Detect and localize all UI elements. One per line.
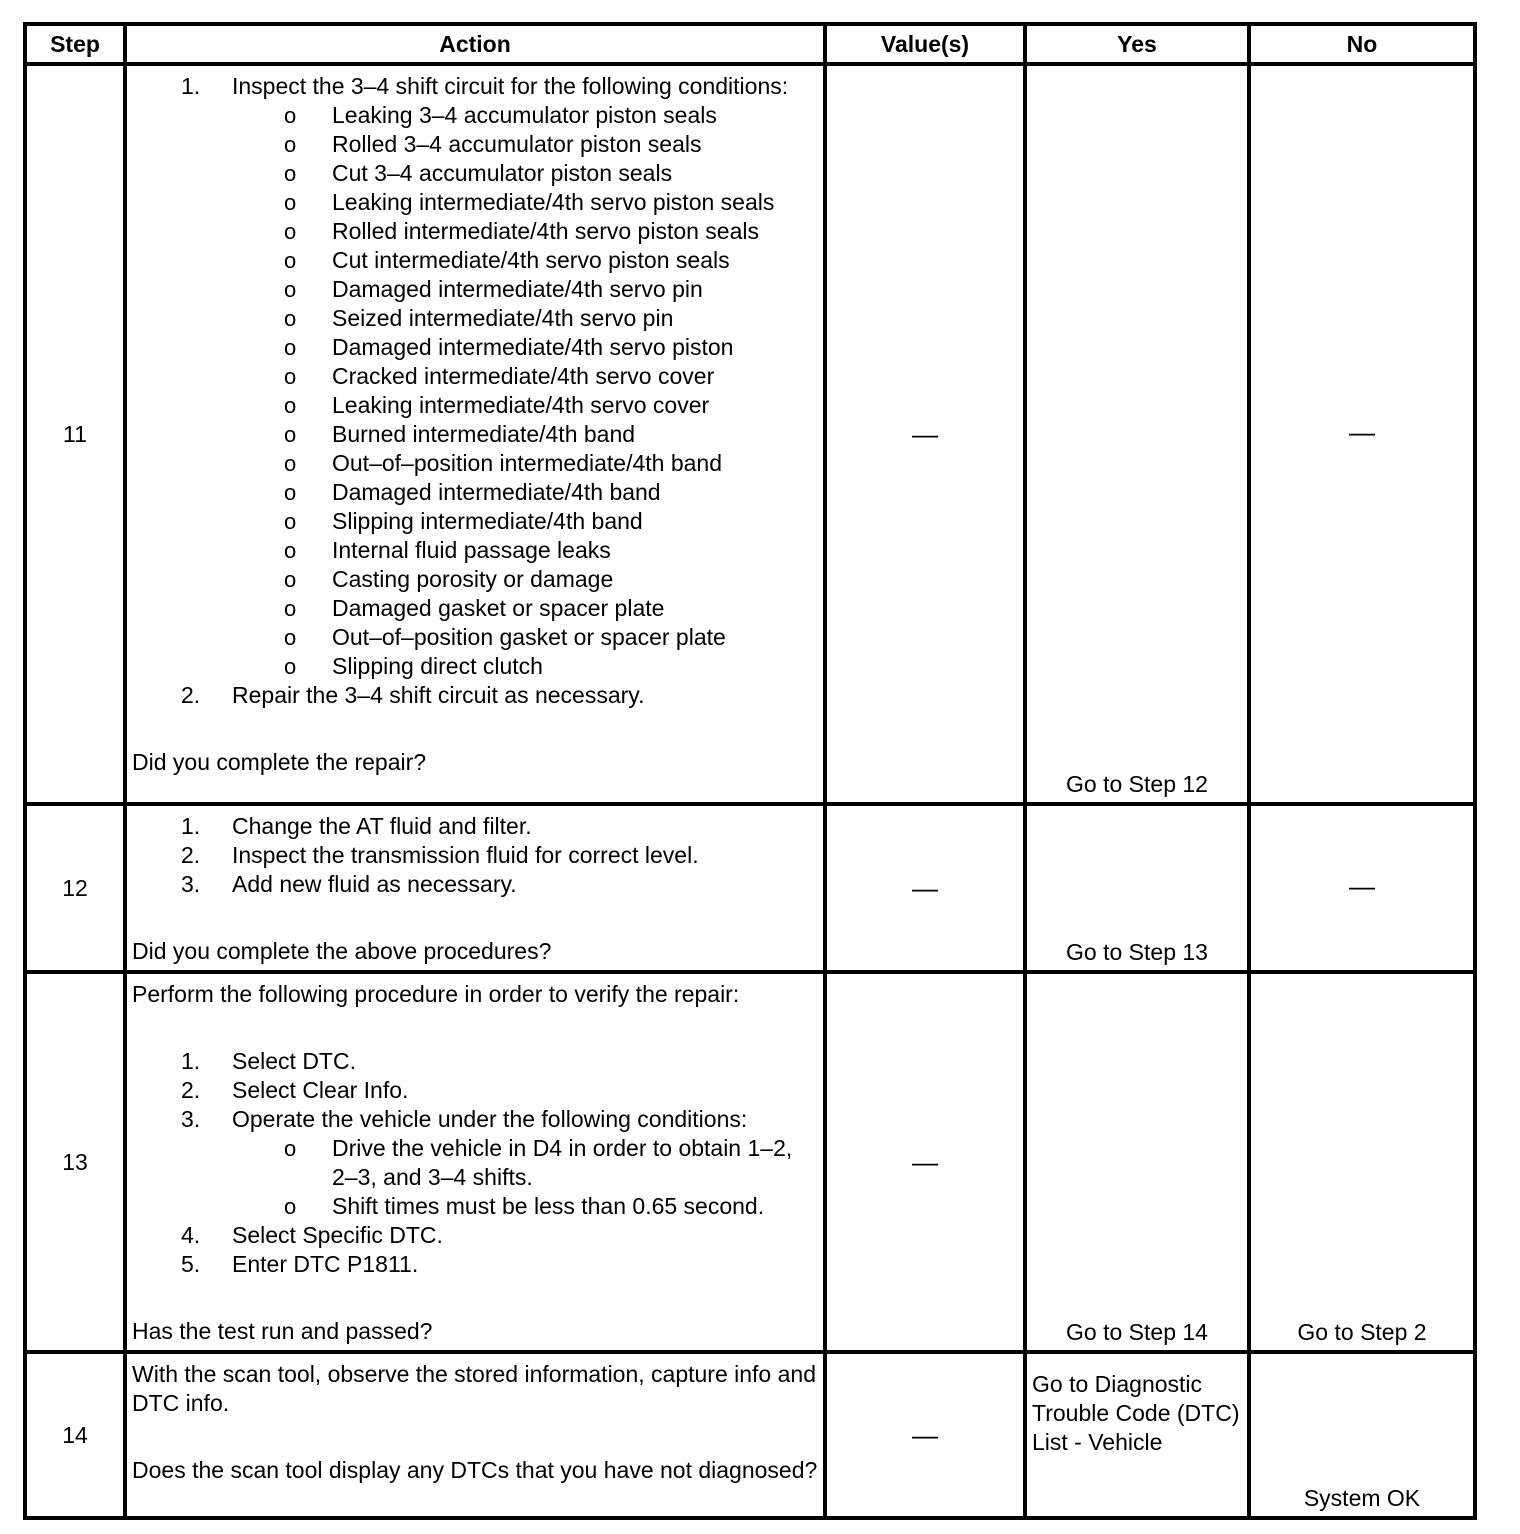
list-item: [132, 870, 819, 899]
yes-cell: Go to Diagnostic Trouble Code (DTC) List - Vehicle: [1025, 1352, 1249, 1518]
list-text: Select Clear Info.: [232, 1077, 409, 1103]
condition-item: [232, 159, 819, 188]
bullet-icon: o: [284, 509, 297, 534]
no-cell: —: [1249, 64, 1475, 804]
list-text: Inspect the 3–4 shift circuit for the following conditions:: [232, 73, 789, 99]
condition-item: [232, 275, 819, 304]
condition-text: Damaged gasket or spacer plate: [332, 595, 665, 621]
condition-item: [232, 536, 819, 565]
table-row: [25, 64, 1475, 804]
list-text: Add new fluid as necessary.: [232, 871, 517, 897]
condition-item: [232, 420, 819, 449]
list-item: [132, 72, 819, 681]
list-item: [132, 1221, 819, 1250]
condition-item: [232, 246, 819, 275]
condition-text: Damaged intermediate/4th servo pin: [332, 276, 703, 302]
list-item: [132, 681, 819, 710]
list-text: Inspect the transmission fluid for correct level.: [232, 842, 699, 868]
condition-text: Leaking intermediate/4th servo cover: [332, 392, 710, 418]
list-number: 1.: [181, 73, 201, 99]
table-row: [25, 804, 1475, 972]
bullet-icon: o: [284, 393, 297, 418]
action-cell: [125, 64, 825, 804]
bullet-icon: o: [284, 422, 297, 447]
list-number: 5.: [181, 1251, 201, 1277]
list-number: 2.: [181, 682, 201, 708]
header-yes: Yes: [1025, 24, 1249, 64]
bullet-icon: o: [284, 364, 297, 389]
no-cell: —: [1249, 804, 1475, 972]
list-number: 3.: [181, 871, 201, 897]
condition-item: [232, 1192, 819, 1221]
condition-text: Damaged intermediate/4th band: [332, 479, 661, 505]
condition-list: [232, 101, 819, 681]
list-item: [132, 841, 819, 870]
bullet-icon: o: [284, 625, 297, 650]
step-number: 13: [25, 972, 125, 1352]
header-row: [25, 24, 1475, 64]
bullet-icon: o: [284, 538, 297, 563]
bullet-icon: o: [284, 451, 297, 476]
condition-item: [232, 449, 819, 478]
list-item: [132, 812, 819, 841]
condition-item: [232, 507, 819, 536]
value-cell: —: [825, 64, 1025, 804]
condition-text: Rolled 3–4 accumulator piston seals: [332, 131, 702, 157]
list-text: Repair the 3–4 shift circuit as necessary.: [232, 682, 645, 708]
no-cell: Go to Step 2: [1249, 972, 1475, 1352]
list-number: 1.: [181, 813, 201, 839]
list-number: 1.: [181, 1048, 201, 1074]
condition-text: Cut intermediate/4th servo piston seals: [332, 247, 730, 273]
condition-item: [232, 333, 819, 362]
diagnostic-table: [23, 22, 1477, 1520]
action-intro: With the scan tool, observe the stored information, capture info and DTC info.: [132, 1361, 816, 1416]
condition-text: Out–of–position gasket or spacer plate: [332, 624, 726, 650]
condition-item: [232, 1134, 819, 1192]
no-cell: System OK: [1249, 1352, 1475, 1518]
yes-cell: Go to Step 13: [1025, 804, 1249, 972]
condition-text: Leaking 3–4 accumulator piston seals: [332, 102, 717, 128]
value-cell: —: [825, 804, 1025, 972]
header-step: Step: [25, 24, 125, 64]
list-number: 2.: [181, 1077, 201, 1103]
list-text: Change the AT fluid and filter.: [232, 813, 532, 839]
condition-item: [232, 188, 819, 217]
bullet-icon: o: [284, 480, 297, 505]
list-text: Select Specific DTC.: [232, 1222, 443, 1248]
condition-text: Seized intermediate/4th servo pin: [332, 305, 674, 331]
list-number: 2.: [181, 842, 201, 868]
procedure-list: [132, 812, 819, 899]
action-cell: [125, 804, 825, 972]
table-row: [25, 972, 1475, 1352]
list-item: [132, 1076, 819, 1105]
list-item: [132, 1250, 819, 1279]
condition-item: [232, 391, 819, 420]
bullet-icon: o: [284, 219, 297, 244]
step-number: 12: [25, 804, 125, 972]
condition-text: Shift times must be less than 0.65 second.: [332, 1193, 765, 1219]
table-row: [25, 1352, 1475, 1518]
bullet-icon: o: [284, 1136, 297, 1161]
condition-item: [232, 217, 819, 246]
action-question: Has the test run and passed?: [132, 1318, 433, 1344]
condition-item: [232, 101, 819, 130]
value-cell: —: [825, 1352, 1025, 1518]
condition-text: Casting porosity or damage: [332, 566, 614, 592]
action-intro: Perform the following procedure in order to verify the repair:: [132, 981, 740, 1007]
bullet-icon: o: [284, 654, 297, 679]
yes-cell: Go to Step 14: [1025, 972, 1249, 1352]
condition-item: [232, 652, 819, 681]
procedure-list: [132, 72, 819, 710]
condition-text: Burned intermediate/4th band: [332, 421, 636, 447]
condition-item: [232, 478, 819, 507]
list-item: [132, 1047, 819, 1076]
action-question: Does the scan tool display any DTCs that you have not diagnosed?: [132, 1457, 818, 1483]
condition-text: Drive the vehicle in D4 in order to obtain 1–2, 2–3, and 3–4 shifts.: [332, 1135, 793, 1190]
condition-item: [232, 130, 819, 159]
bullet-icon: o: [284, 248, 297, 273]
bullet-icon: o: [284, 132, 297, 157]
list-text: Enter DTC P1811.: [232, 1251, 419, 1277]
bullet-icon: o: [284, 596, 297, 621]
bullet-icon: o: [284, 1194, 297, 1219]
condition-text: Damaged intermediate/4th servo piston: [332, 334, 734, 360]
value-cell: —: [825, 972, 1025, 1352]
action-cell: [125, 1352, 825, 1518]
condition-text: Slipping direct clutch: [332, 653, 543, 679]
bullet-icon: o: [284, 567, 297, 592]
condition-text: Slipping intermediate/4th band: [332, 508, 643, 534]
list-number: 3.: [181, 1106, 201, 1132]
condition-item: [232, 594, 819, 623]
header-no: No: [1249, 24, 1475, 64]
bullet-icon: o: [284, 306, 297, 331]
header-values: Value(s): [825, 24, 1025, 64]
bullet-icon: o: [284, 190, 297, 215]
procedure-list: [132, 1047, 819, 1279]
list-text: Select DTC.: [232, 1048, 356, 1074]
yes-cell: Go to Step 12: [1025, 64, 1249, 804]
header-action: Action: [125, 24, 825, 64]
action-question: Did you complete the repair?: [132, 749, 427, 775]
action-question: Did you complete the above procedures?: [132, 938, 552, 964]
condition-item: [232, 304, 819, 333]
bullet-icon: o: [284, 277, 297, 302]
list-number: 4.: [181, 1222, 201, 1248]
list-item: [132, 1105, 819, 1221]
bullet-icon: o: [284, 161, 297, 186]
condition-text: Internal fluid passage leaks: [332, 537, 611, 563]
bullet-icon: o: [284, 103, 297, 128]
step-number: 14: [25, 1352, 125, 1518]
condition-text: Cracked intermediate/4th servo cover: [332, 363, 715, 389]
condition-item: [232, 623, 819, 652]
condition-text: Cut 3–4 accumulator piston seals: [332, 160, 673, 186]
action-cell: [125, 972, 825, 1352]
condition-text: Leaking intermediate/4th servo piston seals: [332, 189, 775, 215]
condition-text: Out–of–position intermediate/4th band: [332, 450, 722, 476]
list-text: Operate the vehicle under the following conditions:: [232, 1106, 748, 1132]
step-number: 11: [25, 64, 125, 804]
condition-item: [232, 565, 819, 594]
condition-list: [232, 1134, 819, 1221]
condition-item: [232, 362, 819, 391]
bullet-icon: o: [284, 335, 297, 360]
condition-text: Rolled intermediate/4th servo piston seals: [332, 218, 760, 244]
